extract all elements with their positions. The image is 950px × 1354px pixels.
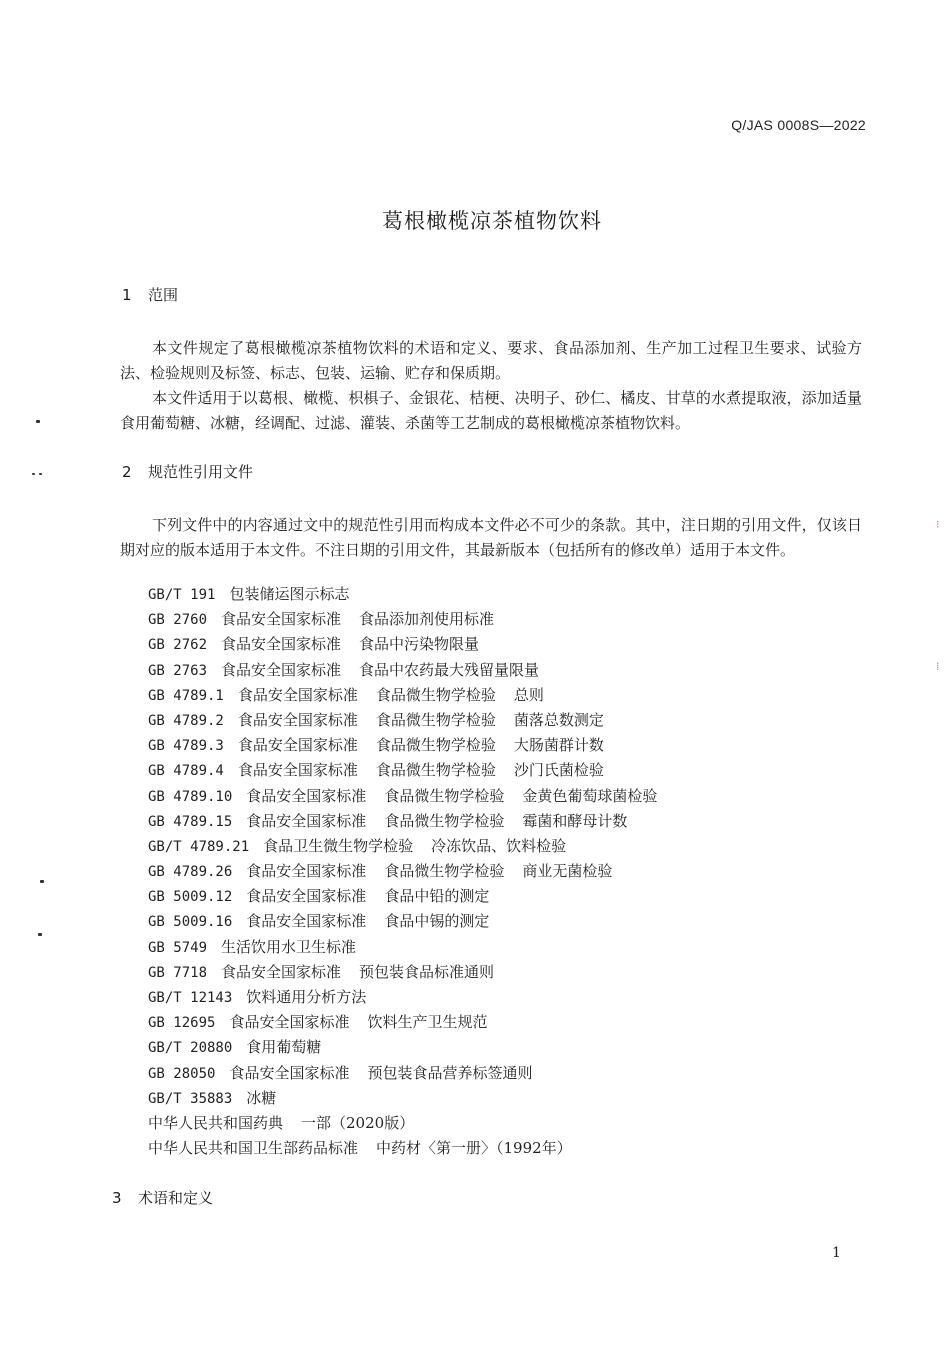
reference-item: GB 4789.26 食品安全国家标准 食品微生物学检验 商业无菌检验: [148, 862, 613, 881]
reference-item: GB 4789.4 食品安全国家标准 食品微生物学检验 沙门氏菌检验: [148, 761, 604, 780]
scan-speck: [39, 473, 42, 475]
section-heading-normative-references: [122, 461, 253, 482]
reference-item: GB 4789.3 食品安全国家标准 食品微生物学检验 大肠菌群计数: [148, 736, 604, 755]
reference-item: GB 4789.2 食品安全国家标准 食品微生物学检验 菌落总数测定: [148, 710, 604, 729]
reference-item: GB 2760 食品安全国家标准 食品添加剂使用标准: [148, 610, 495, 629]
paragraph: 本文件规定了葛根橄榄凉茶植物饮料的术语和定义、要求、食品添加剂、生产加工过程卫生要求、试验方法、检验规则及标签、标志、包装、运输、贮存和保质期。: [120, 339, 862, 382]
section-title: 规范性引用文件: [148, 463, 254, 481]
scan-speck: [40, 880, 44, 883]
section-heading-terms: [112, 1187, 213, 1208]
reference-item: GB/T 12143 饮料通用分析方法: [148, 988, 367, 1006]
reference-item: GB 4789.1 食品安全国家标准 食品微生物学检验 总则: [148, 685, 544, 704]
section-title: 范围: [148, 286, 179, 304]
reference-item: GB 5009.16 食品安全国家标准 食品中锡的测定: [148, 912, 490, 931]
section-number: 3: [112, 1189, 122, 1207]
section-number: 2: [122, 463, 132, 481]
section-number: 1: [122, 286, 132, 304]
stamp-edge-mark: ⁝: [936, 518, 940, 531]
reference-item: GB 5749 生活饮用水卫生标准: [148, 937, 357, 956]
stamp-edge-mark: ⁞: [936, 660, 940, 673]
reference-item: GB/T 191 包装储运图示标志: [148, 585, 350, 603]
section-title: 术语和定义: [138, 1189, 214, 1207]
reference-item: GB/T 20880 食用葡萄糖: [148, 1038, 322, 1057]
section-heading-scope: [122, 284, 178, 305]
reference-item: GB 4789.15 食品安全国家标准 食品微生物学检验 霉菌和酵母计数: [148, 811, 628, 830]
reference-item: GB 12695 食品安全国家标准 饮料生产卫生规范: [148, 1013, 488, 1032]
reference-item: 中华人民共和国卫生部药品标准 中药材〈第一册〉（1992年）: [148, 1139, 572, 1158]
document-code: Q/JAS 0008S—2022: [731, 117, 866, 133]
reference-item: GB 2762 食品安全国家标准 食品中污染物限量: [148, 635, 480, 654]
document-title: 葛根橄榄凉茶植物饮料: [382, 209, 602, 233]
reference-list: [148, 582, 748, 1161]
scan-speck: [36, 420, 40, 423]
paragraph: 下列文件中的内容通过文中的规范性引用而构成本文件必不可少的条款。其中，注日期的引用文件，仅该日期对应的版本适用于本文件。不注日期的引用文件，其最新版本（包括所有的修改单）适用于本文件。: [120, 516, 862, 559]
scan-speck: [32, 473, 35, 475]
paragraph: 本文件适用于以葛根、橄榄、枳椇子、金银花、桔梗、决明子、砂仁、橘皮、甘草的水煮提取液，添加适量食用葡萄糖、冰糖，经调配、过滤、灌装、杀菌等工艺制成的葛根橄榄凉茶植物饮料。: [120, 389, 862, 432]
reference-item: GB 2763 食品安全国家标准 食品中农药最大残留量限量: [148, 660, 540, 679]
page-number: 1: [832, 1245, 841, 1261]
reference-item: GB/T 4789.21 食品卫生微生物学检验 冷冻饮品、饮料检验: [148, 836, 567, 855]
reference-item: GB 5009.12 食品安全国家标准 食品中铅的测定: [148, 887, 490, 906]
reference-item: GB 28050 食品安全国家标准 预包装食品营养标签通则: [148, 1063, 533, 1082]
scan-speck: [38, 933, 42, 936]
reference-item: 中华人民共和国药典 一部（2020版）: [148, 1113, 415, 1132]
reference-item: GB 7718 食品安全国家标准 预包装食品标准通则: [148, 962, 495, 981]
reference-item: GB 4789.10 食品安全国家标准 食品微生物学检验 金黄色葡萄球菌检验: [148, 786, 658, 805]
reference-item: GB/T 35883 冰糖: [148, 1088, 277, 1107]
